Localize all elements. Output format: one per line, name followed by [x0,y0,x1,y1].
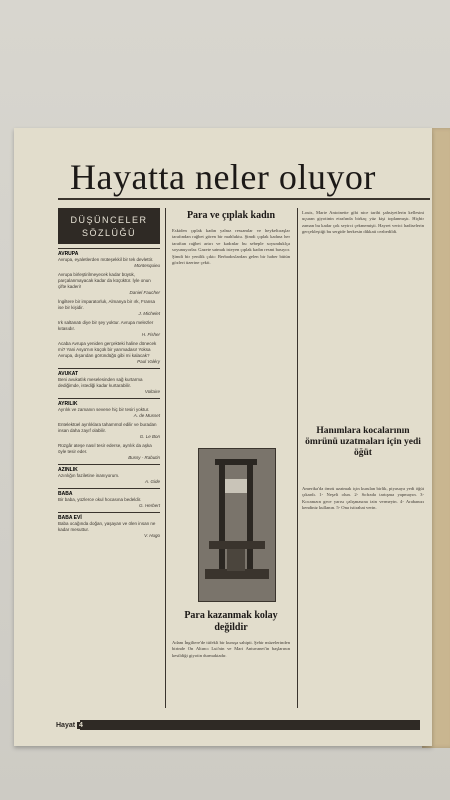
sidebar-entry [58,320,160,337]
footer-magazine: Hayat [56,722,76,729]
entry-author: G. Le Bon [139,434,160,439]
entry-text: Entelektüel ayrılıklara tahammül edilir ve buradan insan daha zayıf olabilir. [58,422,157,433]
entry-author: Montesquieu [134,263,160,268]
article1-body: Eskiden çıplak kadın yalnız ressamlar ve heykeltıraşlar tarafından rağbet gören bir mahluktu. Şimdi çıplak kadına her taraftan rağbet artırı ve kadınlar bu sebeple soyunduklça soyunuyorlar. Gazete satmak isteyen çıplak kadın resmi basıyor. Şimdi bir yenilik çıktı: Berbadoslardan gelen bir haber bütün gözleri üzerine çekti. [172,228,290,266]
guillotine-icon [199,449,275,601]
entry-author: Bussy - Rabutin [128,455,160,460]
article1-title: Para ve çıplak kadın [186,210,276,221]
sidebar-entries [58,248,160,538]
sidebar-entry [58,341,160,364]
entry-text: Ayrılık ve zamanın sevene hiç bir tesiri yoktur. [58,407,150,412]
entry-text: Acaba Avrupa yeniden gerçekteki haline dönecek mi? Yani Asya'nın küçük bir yarımadası! Yoksa Avrupa, dışarıdan göründüğü gibi mi kalacak? [58,341,157,358]
sidebar-title-line1: DÜŞÜNCELER [70,215,148,225]
entry-text: Irk saltanatı diye bir şey yoktur. Avrupa melezler kıtasıdır. [58,320,154,331]
entry-term: AVUKAT [58,368,160,377]
page-headline: Hayatta neler oluyor [70,157,376,197]
entry-author: V. Hugo [144,533,160,538]
sidebar-entry [58,272,160,295]
sidebar-entry [58,488,160,508]
entry-text: Rüzgâr ateşe nasıl tesir ederse, ayrılık da aşka öyle tesir eder. [58,443,152,454]
sidebar-entry [58,443,160,460]
guillotine-photo [198,448,276,602]
sidebar-entry [58,464,160,484]
entry-author: A. Gide [144,479,160,484]
entry-text: Avrupa birleştirilmeyecek kadar büyük, parçalanmayacak kadar da küçüktür. İyle onun çifte kaderi! [58,272,151,289]
sidebar-entry [58,512,160,538]
entry-author: J. Michelet [138,311,160,316]
sidebar-entry [58,299,160,316]
article4-title: Hanımlara kocalarının ömrünü uzatmaları için yedi öğüt [305,426,421,458]
entry-term: BABA [58,488,160,497]
article4-body: Amerika'da ömrü uzatmak için kurulan birlik, piyasaya yedi öğüt çıkardı. 1- Neşeli olun. 2- Sofrada tartışma yapmayın. 3- Kocanızın gece yarısı çalışmasına izin vermeyin. 4- Arabanızı kendiniz kullanın. 5- Ona istirahat verin. [302,486,424,511]
sidebar-entry [58,248,160,268]
article3-body: Louis, Marie Antoinette gibi nice tarihi şahsiyetlerin kellesini uçuran giyotinin etrafında birkaç yüz kişi toplanmıştı. Hiçbir zaman bu kadar çok seyirci çekmemişti. Hayret verici hadiselerin gerçekleştiği bu sergide herkesin dikkati cezbedildi. [302,210,424,235]
entry-term: AYRILIK [58,398,160,407]
sidebar-title-line2: SÖZLÜĞÜ [81,228,136,238]
sidebar-header [58,208,160,244]
footer-label [56,722,85,729]
entry-text: Beni avukatlık meselesinden sağ kurtarma dediğimde, istediği kadar kurtarabilir. [58,377,143,388]
entry-author: G. Herbert [138,503,160,508]
entry-author: A. de Musset [133,413,160,418]
entry-term: BABA EVİ [58,512,160,521]
footer-page-number: 4 [79,722,83,729]
article2-body: Adam İngiltere'de tüfekli bir kuruşa sahipti. Şehir müzelerinden birinde On Altıncı Lui'nin ve Mari Antuvanet'in başlarının kesildiği giyotin durmaktadır. [172,640,290,658]
entry-term: AZINLIK [58,464,160,473]
sidebar-entry [58,368,160,394]
entry-author: Daniel Faucher [129,290,160,295]
entry-term: AVRUPA [58,248,160,257]
entry-text: Baba ocağında doğan, yaşayan ve ölen insan ne kadar mesuttur. [58,521,156,532]
entry-text: Avrupa, eyaletlerden müteşekkil bir tek devlettir. [58,257,154,262]
entry-author: Voltaire [144,389,160,394]
sidebar-entry [58,422,160,439]
entry-author: Paul Valéry [137,359,160,364]
entry-author: H. Fisher [141,332,160,337]
sidebar-entry [58,398,160,418]
sidebar-thoughts-dictionary [58,208,160,538]
footer-bar [80,720,420,730]
column-divider-1 [165,208,166,708]
entry-text: İngiltere bir imparatorluk, Almanya bir ırk, Fransa ise bir kişidir. [58,299,156,310]
article2-title: Para kazanmak kolay değildir [184,610,278,633]
entry-text: Azınlığın faziletine inanıyorum. [58,473,120,478]
headline-rule [58,198,430,200]
entry-text: Bir baba, yüzlerce okul hocasına bedeldir. [58,497,142,502]
column-divider-2 [297,208,298,708]
